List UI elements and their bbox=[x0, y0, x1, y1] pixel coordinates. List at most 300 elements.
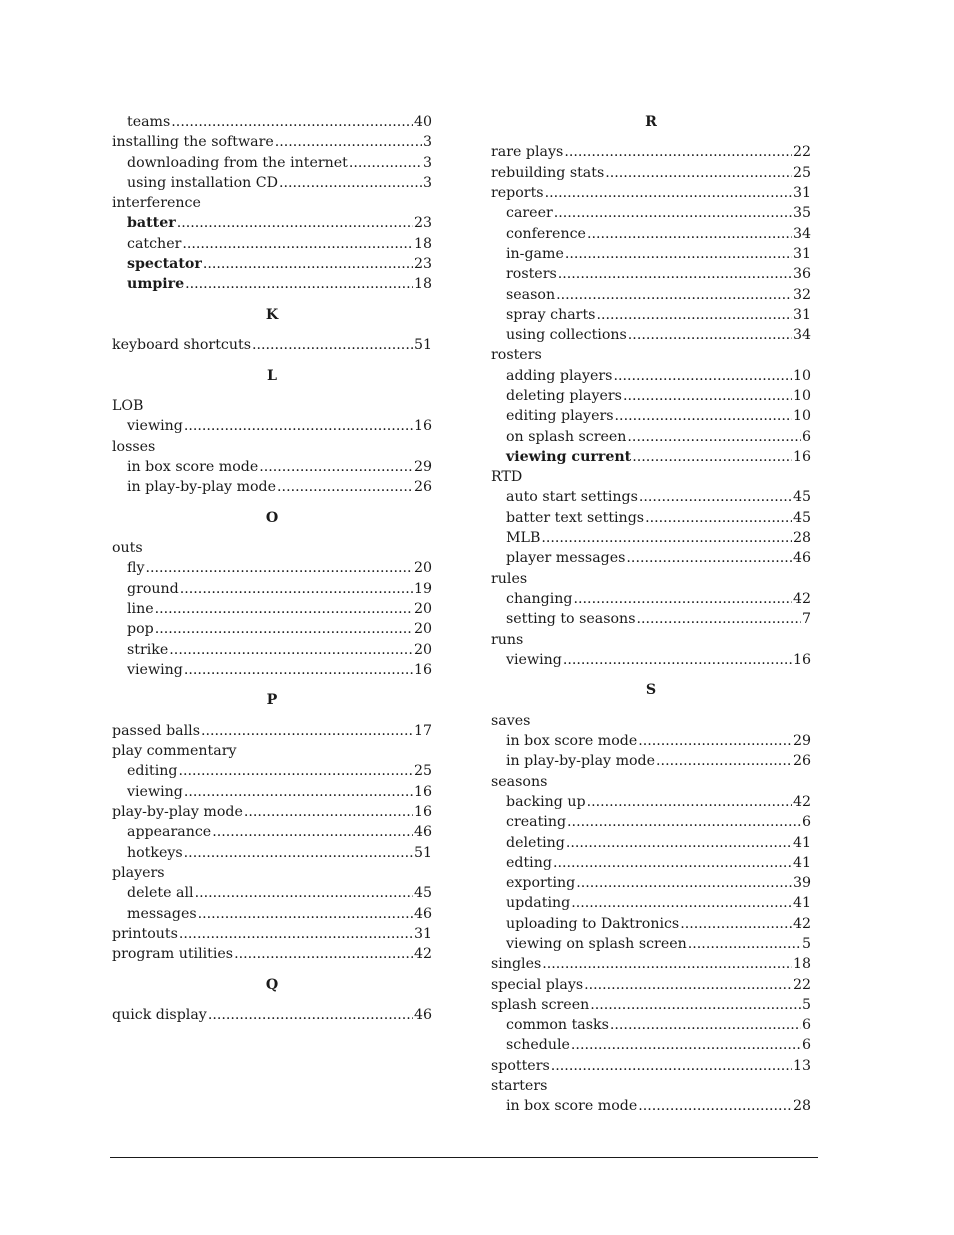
entry-page-number: 6 bbox=[801, 814, 811, 831]
dot-leader bbox=[584, 975, 792, 995]
dot-leader bbox=[587, 224, 792, 244]
entry-term: viewing bbox=[127, 418, 183, 435]
index-subentry bbox=[491, 792, 811, 812]
entry-term: editing players bbox=[506, 408, 614, 425]
dot-leader bbox=[627, 427, 801, 447]
entry-page-number: 3 bbox=[422, 154, 432, 171]
index-entry bbox=[112, 1005, 432, 1025]
entry-term: quick display bbox=[112, 1006, 207, 1023]
index-entry bbox=[112, 741, 432, 761]
index-entry bbox=[112, 335, 432, 355]
entry-term: saves bbox=[491, 712, 531, 729]
entry-page-number: 19 bbox=[413, 580, 432, 597]
entry-term: viewing bbox=[127, 783, 183, 800]
dot-leader bbox=[275, 132, 422, 152]
index-subentry bbox=[112, 234, 432, 254]
entry-term: viewing current bbox=[506, 448, 632, 465]
entry-page-number: 16 bbox=[792, 448, 811, 465]
entry-term: in box score mode bbox=[506, 733, 638, 750]
entry-term: teams bbox=[127, 114, 171, 130]
index-entry bbox=[491, 183, 811, 203]
dot-leader bbox=[680, 914, 792, 934]
index-subentry bbox=[491, 1035, 811, 1055]
index-entry bbox=[491, 1076, 811, 1096]
entry-page-number: 29 bbox=[792, 733, 811, 750]
dot-leader bbox=[259, 457, 413, 477]
section-letter-p: P bbox=[266, 692, 278, 709]
entry-page-number: 51 bbox=[413, 844, 432, 861]
entry-page-number: 26 bbox=[792, 753, 811, 770]
entry-term: program utilities bbox=[112, 946, 234, 963]
index-subentry bbox=[112, 660, 432, 680]
entry-term: seasons bbox=[491, 773, 548, 790]
index-subentry bbox=[491, 508, 811, 528]
dot-leader bbox=[615, 406, 792, 426]
entry-term: batter text settings bbox=[506, 509, 645, 526]
index-column-right bbox=[491, 112, 811, 1117]
entry-term: passed balls bbox=[112, 722, 200, 739]
dot-leader bbox=[180, 579, 413, 599]
entry-page-number: 16 bbox=[792, 651, 811, 668]
index-entry bbox=[491, 569, 811, 589]
entry-term: viewing bbox=[506, 651, 562, 668]
index-subentry bbox=[112, 457, 432, 477]
index-entry bbox=[112, 193, 432, 213]
entry-term: rules bbox=[491, 570, 528, 587]
entry-page-number: 42 bbox=[413, 946, 432, 963]
index-subentry bbox=[112, 904, 432, 924]
entry-page-number: 10 bbox=[792, 367, 811, 384]
dot-leader bbox=[576, 873, 792, 893]
index-entry bbox=[491, 345, 811, 365]
entry-term: RTD bbox=[491, 469, 523, 486]
entry-term: fly bbox=[127, 560, 145, 577]
entry-page-number: 41 bbox=[792, 895, 811, 912]
entry-page-number: 17 bbox=[413, 722, 432, 739]
dot-leader bbox=[169, 640, 413, 660]
index-entry bbox=[491, 772, 811, 792]
entry-page-number: 3 bbox=[422, 134, 432, 151]
entry-term: in box score mode bbox=[506, 1098, 638, 1115]
entry-term: rosters bbox=[506, 266, 557, 283]
index-entry bbox=[491, 711, 811, 731]
entry-term: in play-by-play mode bbox=[127, 479, 277, 496]
dot-leader bbox=[155, 619, 413, 639]
entry-page-number: 25 bbox=[792, 164, 811, 181]
entry-term: spectator bbox=[127, 256, 202, 273]
entry-page-number: 36 bbox=[792, 266, 811, 283]
entry-term: in play-by-play mode bbox=[506, 753, 656, 770]
index-entry bbox=[112, 132, 432, 152]
dot-leader bbox=[628, 325, 792, 345]
entry-term: interference bbox=[112, 195, 201, 212]
index-subentry bbox=[491, 589, 811, 609]
dot-leader bbox=[234, 944, 413, 964]
entry-term: deleting bbox=[506, 834, 565, 851]
entry-page-number: 45 bbox=[792, 489, 811, 506]
entry-term: backing up bbox=[506, 793, 586, 810]
entry-term: players bbox=[112, 864, 165, 881]
index-entry bbox=[112, 802, 432, 822]
dot-leader bbox=[179, 924, 413, 944]
entry-page-number: 29 bbox=[413, 459, 432, 476]
entry-page-number: 6 bbox=[801, 1017, 811, 1034]
index-subentry bbox=[112, 558, 432, 578]
dot-leader bbox=[178, 761, 412, 781]
entry-term: edting bbox=[506, 854, 552, 871]
entry-page-number: 20 bbox=[413, 560, 432, 577]
entry-term: rebuilding stats bbox=[491, 164, 605, 181]
entry-term: uploading to Daktronics bbox=[506, 915, 680, 932]
index-entry bbox=[491, 163, 811, 183]
entry-term: deleting players bbox=[506, 388, 622, 404]
dot-leader bbox=[632, 447, 792, 467]
entry-page-number: 32 bbox=[792, 286, 811, 303]
dot-leader bbox=[590, 995, 801, 1015]
dot-leader bbox=[636, 609, 800, 629]
index-entry bbox=[491, 995, 811, 1015]
entry-term: keyboard shortcuts bbox=[112, 337, 251, 354]
section-letter-k: K bbox=[265, 306, 279, 323]
entry-term: adding players bbox=[506, 367, 613, 384]
entry-term: player messages bbox=[506, 550, 626, 567]
index-entry bbox=[491, 975, 811, 995]
dot-leader bbox=[553, 853, 792, 873]
entry-term: splash screen bbox=[491, 996, 590, 1013]
entry-term: downloading from the internet bbox=[127, 154, 348, 171]
entry-term: viewing bbox=[127, 661, 183, 678]
index-subentry bbox=[491, 264, 811, 284]
entry-page-number: 51 bbox=[413, 337, 432, 354]
entry-term: strike bbox=[127, 641, 169, 658]
entry-term: installing the software bbox=[112, 134, 274, 151]
dot-leader bbox=[551, 1056, 792, 1076]
section-letter-r: R bbox=[645, 114, 657, 130]
entry-term: creating bbox=[506, 814, 567, 831]
entry-term: runs bbox=[491, 631, 524, 648]
entry-term: singles bbox=[491, 956, 542, 973]
index-entry bbox=[112, 396, 432, 416]
entry-term: schedule bbox=[506, 1037, 570, 1054]
dot-leader bbox=[198, 904, 413, 924]
entry-page-number: 42 bbox=[792, 590, 811, 607]
index-subentry bbox=[112, 213, 432, 233]
dot-leader bbox=[208, 1005, 413, 1025]
dot-leader bbox=[203, 254, 413, 274]
entry-page-number: 18 bbox=[413, 276, 432, 293]
index-subentry bbox=[112, 173, 432, 193]
entry-page-number: 16 bbox=[413, 804, 432, 821]
index-subentry bbox=[491, 893, 811, 913]
entry-page-number: 39 bbox=[792, 875, 811, 892]
entry-page-number: 5 bbox=[801, 996, 811, 1013]
entry-term: losses bbox=[112, 438, 156, 455]
index-subentry bbox=[491, 386, 811, 406]
entry-term: messages bbox=[127, 905, 197, 922]
entry-term: LOB bbox=[112, 398, 144, 415]
entry-page-number: 46 bbox=[792, 550, 811, 567]
index-entry bbox=[112, 944, 432, 964]
entry-term: rosters bbox=[491, 347, 542, 364]
index-subentry bbox=[112, 579, 432, 599]
dot-leader bbox=[596, 305, 792, 325]
index-subentry bbox=[491, 366, 811, 386]
entry-page-number: 16 bbox=[413, 783, 432, 800]
dot-leader bbox=[145, 558, 412, 578]
index-entry bbox=[112, 721, 432, 741]
entry-page-number: 16 bbox=[413, 661, 432, 678]
entry-page-number: 6 bbox=[801, 428, 811, 445]
dot-leader bbox=[610, 1015, 801, 1035]
index-subentry bbox=[491, 305, 811, 325]
entry-page-number: 18 bbox=[413, 235, 432, 252]
entry-term: using installation CD bbox=[127, 174, 278, 191]
entry-page-number: 41 bbox=[792, 834, 811, 851]
index-subentry bbox=[112, 599, 432, 619]
index-subentry bbox=[491, 224, 811, 244]
index-subentry bbox=[491, 244, 811, 264]
entry-term: outs bbox=[112, 540, 143, 557]
entry-page-number: 13 bbox=[792, 1057, 811, 1074]
dot-leader bbox=[566, 833, 792, 853]
dot-leader bbox=[155, 599, 413, 619]
entry-page-number: 46 bbox=[413, 1006, 432, 1023]
entry-page-number: 20 bbox=[413, 641, 432, 658]
entry-term: viewing on splash screen bbox=[506, 936, 687, 952]
index-subentry bbox=[112, 761, 432, 781]
entry-term: catcher bbox=[127, 235, 182, 252]
entry-page-number: 35 bbox=[792, 205, 811, 222]
entry-page-number: 5 bbox=[801, 936, 811, 952]
index-subentry bbox=[112, 274, 432, 294]
index-subentry bbox=[112, 254, 432, 274]
dot-leader bbox=[558, 264, 792, 284]
index-subentry bbox=[491, 731, 811, 751]
index-subentry bbox=[112, 112, 432, 132]
entry-term: setting to seasons bbox=[506, 611, 636, 628]
dot-leader bbox=[587, 792, 792, 812]
entry-page-number: 34 bbox=[792, 225, 811, 242]
dot-leader bbox=[184, 416, 413, 436]
index-subentry bbox=[491, 873, 811, 893]
dot-leader bbox=[626, 548, 792, 568]
dot-leader bbox=[605, 163, 792, 183]
index-entry bbox=[491, 1056, 811, 1076]
index-subentry bbox=[491, 203, 811, 223]
entry-page-number: 28 bbox=[792, 1098, 811, 1115]
dot-leader bbox=[212, 822, 413, 842]
index-subentry bbox=[112, 883, 432, 903]
entry-term: play commentary bbox=[112, 743, 237, 760]
entry-page-number: 10 bbox=[792, 388, 811, 404]
index-subentry bbox=[491, 934, 811, 954]
index-subentry bbox=[112, 153, 432, 173]
entry-term: spotters bbox=[491, 1057, 550, 1074]
index-subentry bbox=[491, 447, 811, 467]
dot-leader bbox=[623, 386, 792, 406]
entry-page-number: 6 bbox=[801, 1037, 811, 1054]
dot-leader bbox=[177, 213, 413, 233]
dot-leader bbox=[542, 954, 792, 974]
entry-term: common tasks bbox=[506, 1017, 609, 1034]
index-entry bbox=[112, 538, 432, 558]
index-subentry bbox=[491, 487, 811, 507]
entry-term: MLB bbox=[506, 530, 541, 547]
entry-term: reports bbox=[491, 185, 544, 202]
entry-page-number: 31 bbox=[792, 185, 811, 202]
dot-leader bbox=[184, 782, 413, 802]
index-subentry bbox=[112, 782, 432, 802]
dot-leader bbox=[545, 183, 792, 203]
index-subentry bbox=[491, 548, 811, 568]
entry-page-number: 45 bbox=[413, 885, 432, 902]
dot-leader bbox=[185, 274, 413, 294]
entry-page-number: 16 bbox=[413, 418, 432, 435]
index-subentry bbox=[112, 640, 432, 660]
entry-term: editing bbox=[127, 763, 178, 780]
entry-page-number: 3 bbox=[422, 174, 432, 191]
entry-term: season bbox=[506, 286, 556, 303]
entry-term: line bbox=[127, 601, 154, 618]
dot-leader bbox=[252, 335, 413, 355]
entry-page-number: 23 bbox=[413, 256, 432, 273]
entry-term: play-by-play mode bbox=[112, 804, 243, 821]
index-subentry bbox=[491, 751, 811, 771]
index-subentry bbox=[112, 822, 432, 842]
index-subentry bbox=[491, 285, 811, 305]
entry-page-number: 45 bbox=[792, 509, 811, 526]
dot-leader bbox=[564, 142, 792, 162]
entry-term: career bbox=[506, 205, 553, 222]
entry-term: changing bbox=[506, 590, 573, 607]
entry-page-number: 42 bbox=[792, 793, 811, 810]
entry-page-number: 46 bbox=[413, 824, 432, 841]
index-subentry bbox=[491, 427, 811, 447]
index-subentry bbox=[491, 325, 811, 345]
dot-leader bbox=[638, 1096, 792, 1116]
index-subentry bbox=[491, 528, 811, 548]
entry-page-number: 22 bbox=[792, 144, 811, 161]
index-subentry bbox=[112, 477, 432, 497]
index-subentry bbox=[491, 1015, 811, 1035]
index-subentry bbox=[491, 812, 811, 832]
section-letter-l: L bbox=[267, 367, 277, 384]
entry-page-number: 20 bbox=[413, 601, 432, 618]
entry-term: pop bbox=[127, 621, 154, 638]
entry-term: rare plays bbox=[491, 144, 564, 161]
entry-term: ground bbox=[127, 580, 179, 597]
entry-term: starters bbox=[491, 1078, 548, 1095]
footer-rule bbox=[110, 1157, 818, 1158]
entry-page-number: 25 bbox=[413, 763, 432, 780]
dot-leader bbox=[184, 660, 413, 680]
dot-leader bbox=[639, 487, 792, 507]
dot-leader bbox=[182, 234, 413, 254]
index-entry bbox=[112, 437, 432, 457]
entry-term: conference bbox=[506, 225, 586, 242]
entry-page-number: 10 bbox=[792, 408, 811, 425]
index-subentry bbox=[491, 406, 811, 426]
index-entry bbox=[491, 630, 811, 650]
entry-page-number: 31 bbox=[792, 306, 811, 323]
entry-term: exporting bbox=[506, 875, 576, 892]
index-entry bbox=[112, 924, 432, 944]
index-entry bbox=[491, 142, 811, 162]
entry-term: special plays bbox=[491, 976, 584, 993]
dot-leader bbox=[541, 528, 792, 548]
entry-page-number: 20 bbox=[413, 621, 432, 638]
entry-term: using collections bbox=[506, 327, 627, 344]
dot-leader bbox=[244, 802, 413, 822]
entry-term: batter bbox=[127, 215, 176, 232]
dot-leader bbox=[201, 721, 413, 741]
index-subentry bbox=[112, 416, 432, 436]
entry-term: delete all bbox=[127, 885, 194, 902]
dot-leader bbox=[567, 812, 801, 832]
entry-page-number: 31 bbox=[792, 245, 811, 262]
index-entry bbox=[491, 954, 811, 974]
dot-leader bbox=[565, 244, 792, 264]
index-subentry bbox=[112, 619, 432, 639]
entry-term: in box score mode bbox=[127, 459, 259, 476]
dot-leader bbox=[571, 893, 792, 913]
index-column-left bbox=[112, 112, 432, 1025]
index-entry bbox=[491, 467, 811, 487]
section-letter-q: Q bbox=[265, 976, 279, 993]
index-subentry bbox=[491, 609, 811, 629]
dot-leader bbox=[638, 731, 792, 751]
entry-term: spray charts bbox=[506, 306, 596, 323]
entry-term: printouts bbox=[112, 925, 178, 942]
index-subentry bbox=[491, 853, 811, 873]
index-subentry bbox=[491, 833, 811, 853]
dot-leader bbox=[556, 285, 792, 305]
dot-leader bbox=[349, 153, 422, 173]
entry-term: in-game bbox=[506, 245, 564, 262]
index-subentry bbox=[491, 914, 811, 934]
entry-page-number: 34 bbox=[792, 327, 811, 344]
entry-page-number: 28 bbox=[792, 530, 811, 547]
entry-page-number: 46 bbox=[413, 905, 432, 922]
entry-page-number: 31 bbox=[413, 925, 432, 942]
dot-leader bbox=[656, 751, 792, 771]
entry-page-number: 41 bbox=[792, 854, 811, 871]
entry-term: auto start settings bbox=[506, 489, 638, 506]
dot-leader bbox=[554, 203, 792, 223]
section-letter-s: S bbox=[645, 682, 657, 699]
dot-leader bbox=[279, 173, 422, 193]
index-subentry bbox=[491, 1096, 811, 1116]
entry-term: updating bbox=[506, 895, 571, 912]
index-subentry bbox=[491, 650, 811, 670]
entry-page-number: 18 bbox=[792, 956, 811, 973]
dot-leader bbox=[277, 477, 413, 497]
dot-leader bbox=[195, 883, 413, 903]
entry-page-number: 23 bbox=[413, 215, 432, 232]
section-letter-o: O bbox=[265, 509, 279, 526]
index-entry bbox=[112, 863, 432, 883]
entry-page-number: 7 bbox=[801, 611, 811, 628]
entry-term: hotkeys bbox=[127, 844, 183, 861]
dot-leader bbox=[613, 366, 791, 386]
entry-page-number: 40 bbox=[413, 114, 432, 130]
entry-term: appearance bbox=[127, 824, 212, 841]
dot-leader bbox=[171, 112, 413, 132]
dot-leader bbox=[574, 589, 792, 609]
entry-page-number: 26 bbox=[413, 479, 432, 496]
dot-leader bbox=[688, 934, 801, 954]
dot-leader bbox=[563, 650, 792, 670]
